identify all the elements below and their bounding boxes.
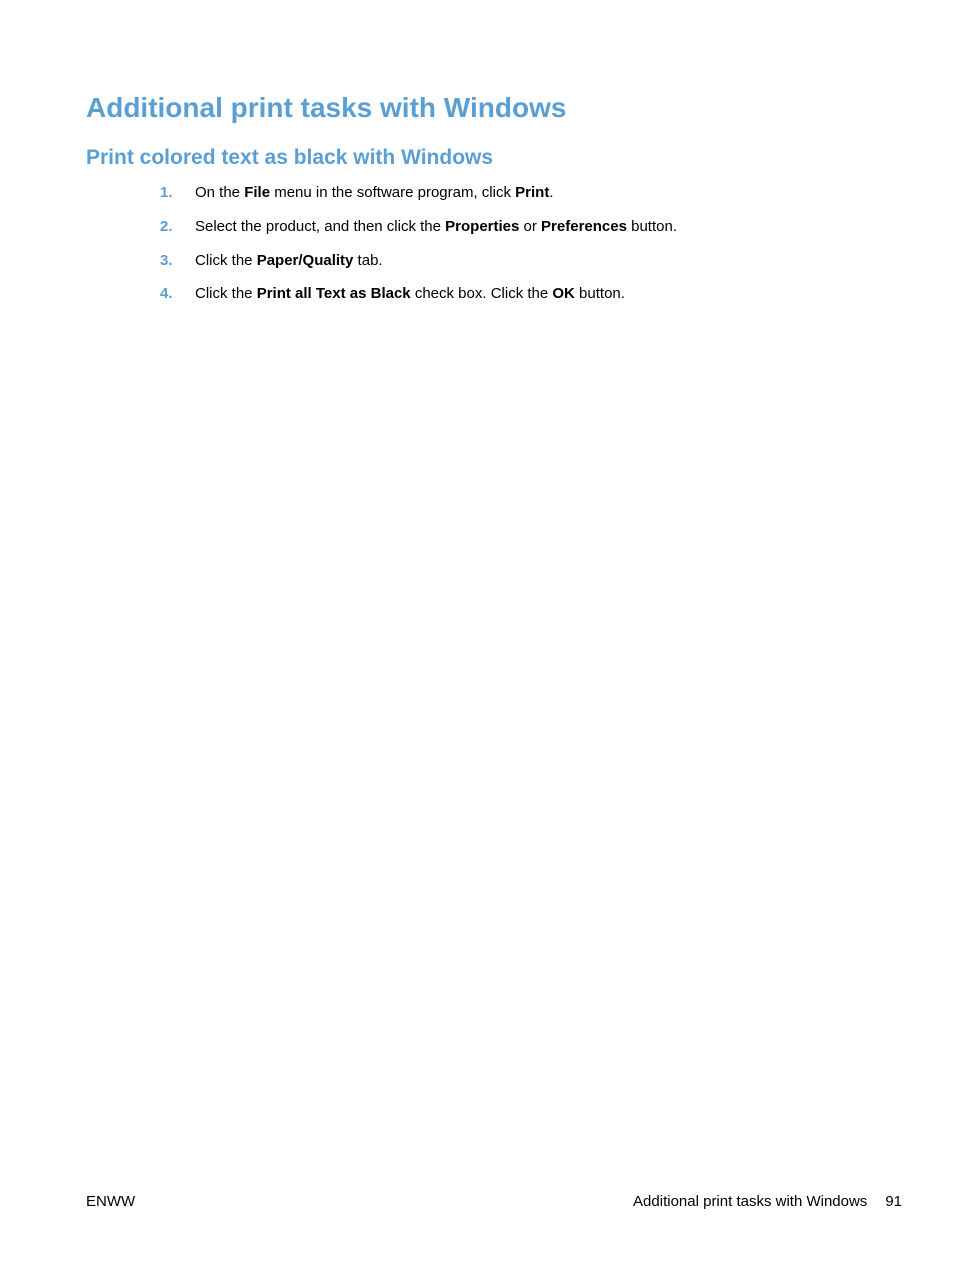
step-text-bold: Preferences (541, 218, 627, 235)
step-text-part: check box. Click the (410, 285, 553, 302)
step-text-part: Click the (195, 252, 257, 269)
step-text-part: Click the (195, 285, 257, 302)
step-text-part: or (519, 218, 542, 235)
step-text (195, 182, 554, 204)
footer-running-title (633, 1191, 902, 1213)
page-title: Additional print tasks with Windows (86, 92, 567, 123)
step-text-bold: OK (552, 285, 575, 302)
step-item-1 (0, 182, 954, 204)
step-number: 1. (160, 184, 173, 201)
step-text-bold: Properties (445, 218, 520, 235)
step-text-part: button. (626, 218, 677, 235)
page-number: 91 (885, 1193, 902, 1210)
step-text-part: menu in the software program, click (270, 184, 516, 201)
step-item-3 (0, 250, 954, 272)
step-number: 2. (160, 218, 173, 235)
step-text-part: . (549, 184, 554, 201)
step-number: 3. (160, 252, 173, 269)
step-item-2 (0, 216, 954, 238)
step-number: 4. (160, 285, 173, 302)
footer-locale-code: ENWW (86, 1193, 136, 1210)
step-text-part: button. (574, 285, 625, 302)
step-text (195, 250, 383, 272)
step-text (195, 283, 625, 305)
step-text-bold: Print all Text as Black (256, 285, 411, 302)
step-text-part: Select the product, and then click the (195, 218, 446, 235)
step-text-bold: File (244, 184, 271, 201)
step-text (195, 216, 677, 238)
section-title: Print colored text as black with Windows (86, 146, 494, 169)
step-item-4 (0, 283, 954, 305)
step-text-bold: Paper/Quality (256, 252, 354, 269)
step-text-part: On the (195, 184, 245, 201)
footer-title: Additional print tasks with Windows (633, 1193, 868, 1210)
step-text-part: tab. (353, 252, 383, 269)
step-text-bold: Print (515, 184, 550, 201)
